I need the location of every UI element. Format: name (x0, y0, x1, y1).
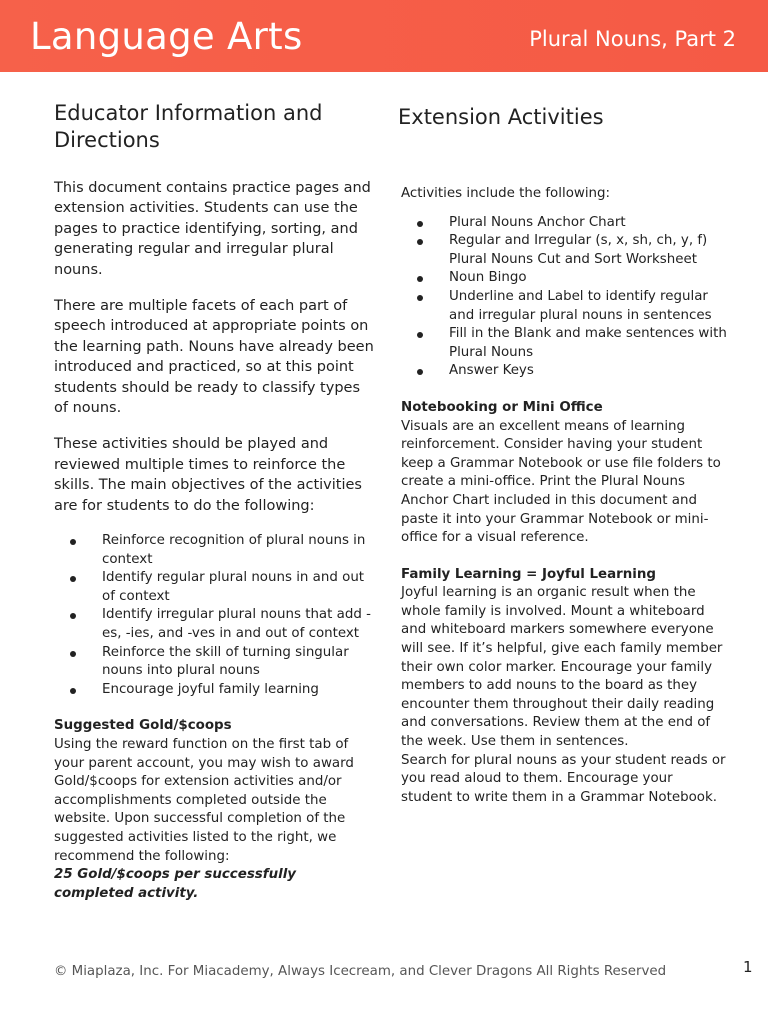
notebooking-text: Visuals are an excellent means of learning reinforcement. Consider having your student keep a Grammar Notebook or use file folders to create a mini-office. Print the Plural Nouns Anchor Chart included in this document and paste it into your Grammar Notebook or mini-office for a visual reference. (401, 418, 721, 546)
list-item: Plural Nouns Anchor Chart (398, 214, 728, 233)
bullet-icon (70, 576, 76, 582)
facets-paragraph: There are multiple facets of each part of speech introduced at appropriate points on the learning path. Nouns have already been introduced and practiced, so at this point students should be ready to classify types of nouns. (54, 298, 374, 417)
bullet-icon (417, 239, 423, 245)
bullet-icon (70, 613, 76, 619)
list-item: Noun Bingo (398, 269, 728, 288)
header-banner (0, 0, 768, 72)
family-learning-section (401, 566, 728, 808)
copyright-footer: © Miaplaza, Inc. For Miacademy, Always Icecream, and Clever Dragons All Rights Reserved (54, 964, 667, 979)
subject-title: Language Arts (30, 15, 303, 58)
extension-activities-column (398, 104, 728, 807)
family-learning-heading: Family Learning = Joyful Learning (401, 566, 656, 582)
extension-heading: Extension Activities (398, 105, 604, 129)
list-item: Fill in the Blank and make sentences with Plural Nouns (398, 325, 728, 362)
bullet-icon (70, 539, 76, 545)
bullet-icon (417, 295, 423, 301)
bullet-icon (417, 221, 423, 227)
notebooking-heading: Notebooking or Mini Office (401, 399, 603, 415)
list-item: Identify regular plural nouns in and out of context (54, 569, 374, 606)
bullet-icon (417, 332, 423, 338)
lesson-title: Plural Nouns, Part 2 (529, 27, 736, 51)
objectives-paragraph: These activities should be played and reviewed multiple times to reinforce the skills. The main objectives of the activities are for students to do the following: (54, 436, 362, 514)
educator-info-heading: Educator Information and Directions (54, 101, 323, 152)
list-item: Reinforce recognition of plural nouns in context (54, 532, 374, 569)
bullet-icon (417, 276, 423, 282)
gold-text: Using the reward function on the first tab of your parent account, you may wish to award Gold/$coops for extension activities and/or accomplishments completed outside the website. Upon successful completion of the suggested activities listed to the right, we recommend the following: (54, 737, 354, 864)
activities-list (398, 214, 728, 381)
educator-info-column (54, 100, 374, 903)
family-learning-text: Joyful learning is an organic result when the whole family is involved. Mount a whiteboard and whiteboard markers somewhere everyone will see. If it’s helpful, give each family member their own color marker. Encourage your family members to add nouns to the board as they encounter them throughout their daily reading and conversations. Review them at the end of the week. Use them in sentences. (401, 585, 723, 750)
list-item: Encourage joyful family learning (54, 681, 374, 700)
list-item: Identify irregular plural nouns that add -es, -ies, and -ves in and out of context (54, 606, 374, 643)
notebooking-section (401, 399, 728, 548)
list-item: Reinforce the skill of turning singular nouns into plural nouns (54, 644, 374, 681)
list-item: Answer Keys (398, 362, 728, 381)
objectives-list (54, 532, 374, 699)
page-number: 1 (743, 958, 753, 976)
bullet-icon (417, 369, 423, 375)
bullet-icon (70, 688, 76, 694)
gold-heading: Suggested Gold/$coops (54, 718, 232, 734)
intro-paragraph: This document contains practice pages and extension activities. Students can use the pages to practice identifying, sorting, and generating regular and irregular plural nouns. (54, 180, 371, 278)
bullet-icon (70, 651, 76, 657)
activities-intro: Activities include the following: (401, 186, 611, 201)
list-item: Regular and Irregular (s, x, sh, ch, y, f) Plural Nouns Cut and Sort Worksheet (398, 232, 728, 269)
list-item: Underline and Label to identify regular and irregular plural nouns in sentences (398, 288, 728, 325)
gold-recommendation: 25 Gold/$coops per successfully completed activity. (54, 867, 297, 901)
family-learning-text-2: Search for plural nouns as your student reads or you read aloud to them. Encourage your student to write them in a Grammar Notebook. (401, 752, 726, 805)
